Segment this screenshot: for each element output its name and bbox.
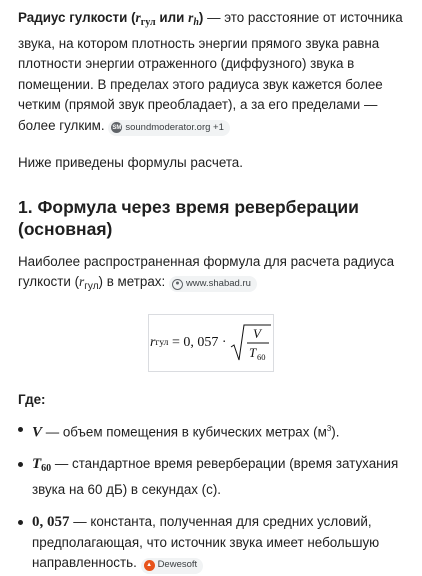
term-title: Радиус гулкости	[18, 10, 128, 25]
open-paren: (	[131, 10, 136, 25]
list-item	[18, 419, 404, 443]
r-sub-3: гул	[84, 281, 99, 292]
fraction-numerator: V	[253, 325, 261, 341]
formula-equals: = 0, 057 ·	[168, 334, 230, 350]
source-chip-soundmoderator[interactable]	[108, 120, 230, 136]
section-text-after: ) в метрах:	[98, 274, 166, 289]
list-item	[18, 512, 404, 574]
definition-list	[18, 419, 404, 574]
definition-sup: 3	[326, 423, 332, 433]
r-sub: гул	[140, 17, 156, 28]
dewesoft-icon: ▲	[144, 560, 155, 571]
sqrt-fraction	[230, 323, 272, 363]
section-text-before: Наиболее распространенная формула для расчета радиуса гулкости (	[18, 253, 395, 289]
source-chip-label: Dewesoft	[157, 559, 198, 571]
source-chip-dewesoft[interactable]	[141, 558, 204, 574]
section-paragraph	[18, 252, 404, 298]
definition-text: — константа, полученная для средних условий, предполагающая, что источник звука имеет небольшую направленность.	[32, 514, 380, 571]
or-word: или	[159, 10, 185, 25]
formulas-intro: Ниже приведены формулы расчета.	[18, 155, 243, 170]
section-heading: 1. Формула через время реверберации (основная)	[18, 196, 359, 239]
r-sub-2: h	[193, 17, 199, 28]
fraction-denominator-var: T	[249, 344, 257, 360]
fraction-denominator-sub: 60	[257, 351, 266, 362]
definition-symbol: V	[32, 423, 43, 440]
soundmoderator-icon: SM	[111, 122, 122, 133]
close-paren: )	[198, 10, 204, 25]
r-var-3: r	[79, 274, 85, 289]
definition-text-end: ).	[331, 423, 340, 439]
globe-icon: ●	[172, 279, 183, 290]
formula-lhs-sub: гул	[155, 337, 169, 348]
source-chip-label: soundmoderator.org +1	[125, 121, 224, 133]
intro-paragraph	[18, 8, 404, 136]
source-chip-shabad[interactable]	[169, 276, 257, 292]
definition-symbol-sub: 60	[41, 463, 52, 475]
definition-symbol: 0, 057	[32, 514, 70, 531]
definition-text: — стандартное время реверберации (время затухания звука на 60 дБ) в секундах (с).	[32, 456, 399, 497]
definition-symbol: T	[32, 456, 42, 473]
formula-box	[148, 314, 274, 372]
intro-text: — это расстояние от источника звука, на котором плотность энергии прямого звука равна плотности энергии отраженного (диффузного) звука в помещении. В пределах этого радиуса звук кажется более четким (прямой звук преобладает), а за его пределами — более гулким.	[18, 10, 403, 133]
r-var-2: r	[188, 10, 194, 25]
formula-lhs-var: r	[150, 334, 156, 350]
formula-block	[18, 314, 404, 372]
list-item	[18, 454, 404, 500]
r-var: r	[135, 10, 141, 25]
definition-text: — объем помещения в кубических метрах (м	[42, 423, 327, 439]
where-label: Где:	[18, 391, 46, 407]
source-chip-label: www.shabad.ru	[185, 278, 251, 289]
